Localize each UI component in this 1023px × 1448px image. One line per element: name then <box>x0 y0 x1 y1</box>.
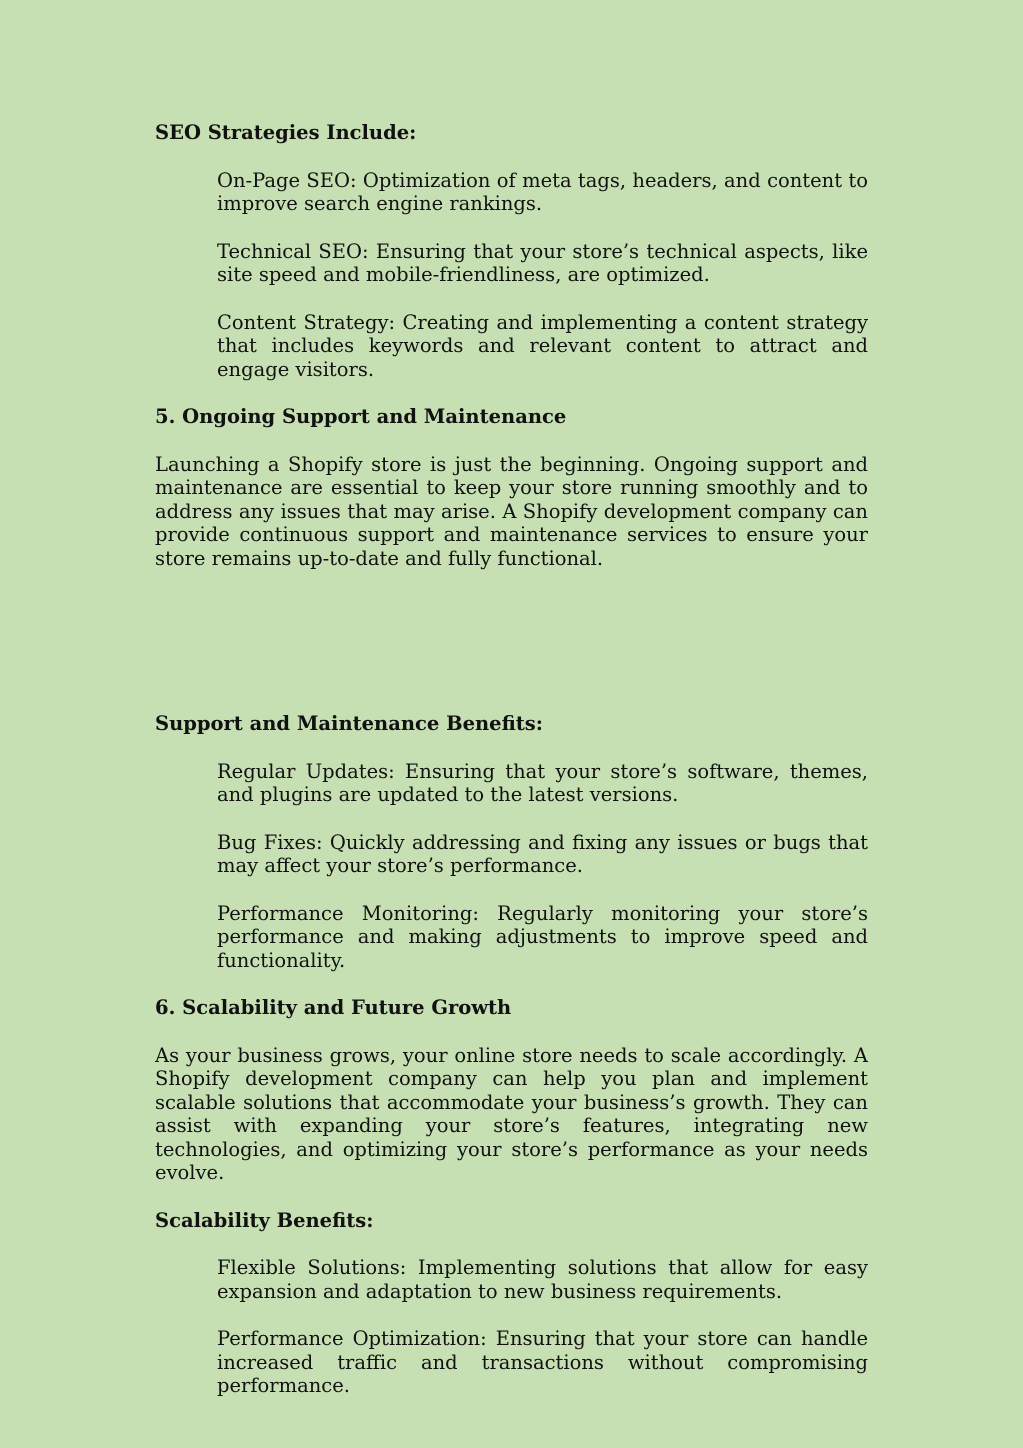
section-6-paragraph: As your business grows, your online store needs to scale accordingly. A Shopify development company can help you plan and implement scalable solutions that accommodate your business’s growth. They can assist with expanding your store’s features, integrating new technologies, and optimizing your store’s performance as your needs evolve. <box>155 1043 868 1184</box>
blank-gap <box>155 594 868 712</box>
seo-strategies-heading: SEO Strategies Include: <box>155 121 417 144</box>
seo-item-on-page: On-Page SEO: Optimization of meta tags, headers, and content to improve search engine rankings. <box>217 168 868 215</box>
section-5-paragraph: Launching a Shopify store is just the beginning. Ongoing support and maintenance are essential to keep your store running smoothly and to address any issues that may arise. A Shopify development company can provide continuous support and maintenance services to ensure your store remains up-to-date and fully functional. <box>155 452 868 570</box>
section-6-heading: 6. Scalability and Future Growth <box>155 996 512 1019</box>
support-item-bug-fixes: Bug Fixes: Quickly addressing and fixing any issues or bugs that may affect your store’s performance. <box>217 830 868 877</box>
scalability-item-flexible-solutions: Flexible Solutions: Implementing solutions that allow for easy expansion and adaptation to new business requirements. <box>217 1256 868 1303</box>
support-benefits-heading: Support and Maintenance Benefits: <box>155 712 543 735</box>
page-content <box>155 121 868 1422</box>
seo-item-content-strategy: Content Strategy: Creating and implementing a content strategy that includes keywords and relevant content to attract and engage visitors. <box>217 310 868 381</box>
section-5-heading: 5. Ongoing Support and Maintenance <box>155 405 567 428</box>
scalability-benefits-heading: Scalability Benefits: <box>155 1208 374 1232</box>
support-item-regular-updates: Regular Updates: Ensuring that your store’s software, themes, and plugins are updated to the latest versions. <box>217 759 868 806</box>
seo-item-technical: Technical SEO: Ensuring that your store’s technical aspects, like site speed and mobile-friendliness, are optimized. <box>217 239 868 286</box>
scalability-item-performance-optimization: Performance Optimization: Ensuring that your store can handle increased traffic and transactions without compromising performance. <box>217 1327 868 1397</box>
support-item-performance-monitoring: Performance Monitoring: Regularly monitoring your store’s performance and making adjustments to improve speed and functionality. <box>217 901 868 972</box>
